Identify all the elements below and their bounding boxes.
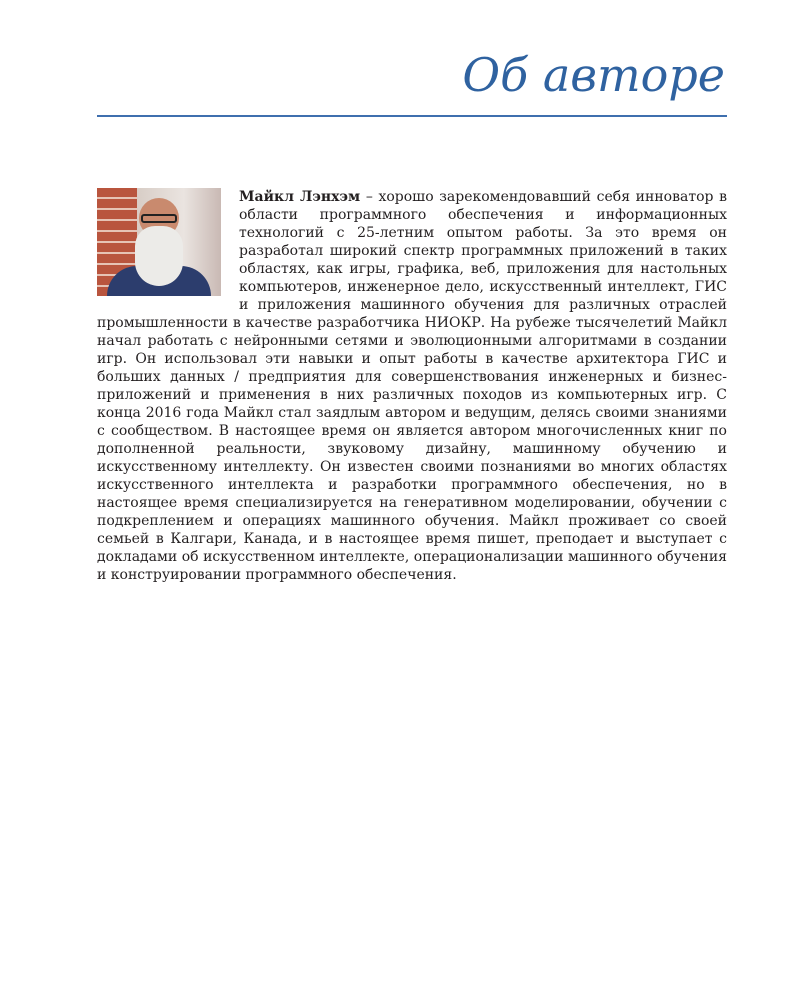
author-bio-section: [97, 188, 727, 584]
author-photo: [97, 188, 221, 296]
page-title: Об авторе: [462, 48, 725, 102]
author-name: Майкл Лэнхэм: [239, 189, 361, 205]
photo-beard: [135, 226, 183, 286]
title-divider: [97, 115, 727, 117]
photo-glasses: [141, 214, 177, 223]
author-bio-text: – хорошо зарекомендовавший себя инноватор в области программного обеспечения и информационных технологий с 25-летним опытом работы. За это время он разработал широкий спектр программных приложений в таких областях, как игры, графика, веб, приложения для настольных компьютеров, инженерное дело, искусственный интеллект, ГИС и приложения машинного обучения для различных отраслей промышленности в качестве разработчика НИОКР. На рубеже тысячелетий Майкл начал работать с нейронными сетями и эволюционными алгоритмами в создании игр. Он использовал эти навыки и опыт работы в качестве архитектора ГИС и больших данных / предприятия для совершенствования инженерных и бизнес-приложений и применения в них различных походов из компьютерных игр. С конца 2016 года Майкл стал заядлым автором и ведущим, делясь своими знаниями с сообществом. В настоящее время он является автором многочисленных книг по дополненной реальности, звуковому дизайну, машинному обучению и искусственному интеллекту. Он известен своими познаниями во многих областях искусственного интеллекта и разработки программного обеспечения, но в настоящее время специализируется на генеративном моделировании, обучении с подкреплением и операциях машинного обучения. Майкл проживает со своей семьей в Калгари, Канада, и в настоящее время пишет, преподает и выступает с докладами об искусственном интеллекте, операционализации машинного обучения и конструировании программного обеспечения.: [97, 189, 727, 583]
